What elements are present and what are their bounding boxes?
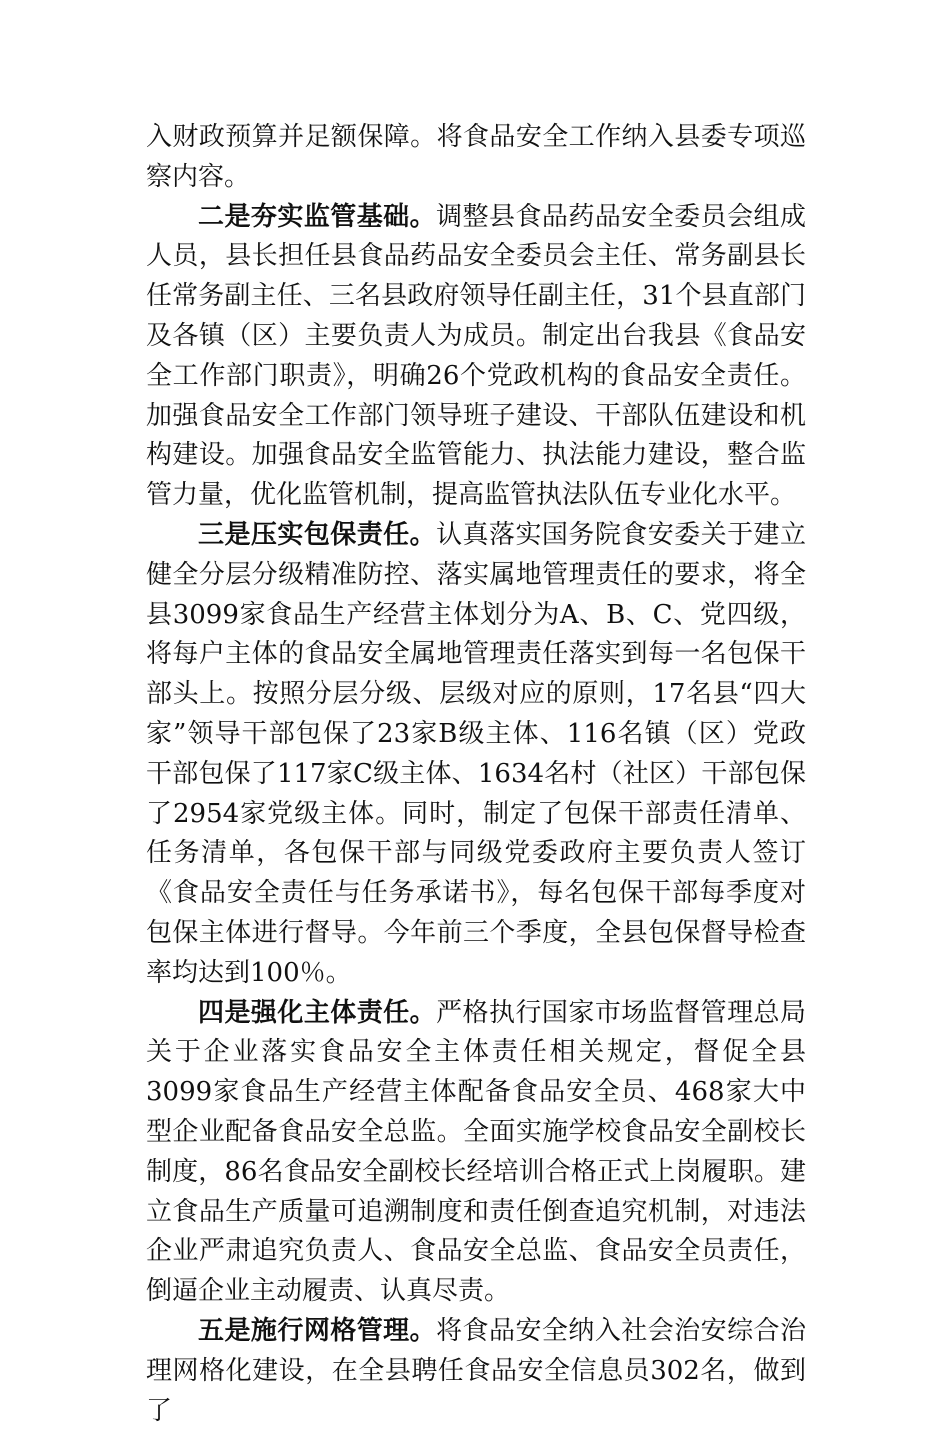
paragraph-lead: 四是强化主体责任。 [198, 997, 437, 1028]
paragraph-lead: 二是夯实监管基础。 [198, 201, 437, 232]
paragraph-lead: 三是压实包保责任。 [198, 519, 437, 550]
paragraph-text: 将食品安全纳入社会治安综合治理网格化建设，在全县聘任食品安全信息员302名，做到了 [146, 1315, 806, 1426]
paragraph-lead: 五是施行网格管理。 [198, 1315, 437, 1346]
paragraph-guarantee-responsibility [146, 516, 806, 994]
paragraph-text: 调整县食品药品安全委员会组成人员，县长担任县食品药品安全委员会主任、常务副县长任常务副主任、三名县政府领导任副主任，31个县直部门及各镇（区）主要负责人为成员。制定出台我县《食品安全工作部门职责》，明确26个党政机构的食品安全责任。加强食品安全工作部门领导班子建设、干部队伍建设和机构建设。加强食品安全监管能力、执法能力建设，整合监管力量，优化监管机制，提高监管执法队伍专业化水平。 [146, 201, 806, 511]
paragraph-text: 严格执行国家市场监督管理总局关于企业落实食品安全主体责任相关规定，督促全县3099家食品生产经营主体配备食品安全员、468家大中型企业配备食品安全总监。全面实施学校食品安全副校长制度，86名食品安全副校长经培训合格正式上岗履职。建立食品生产质量可追溯制度和责任倒查追究机制，对违法企业严肃追究负责人、食品安全总监、食品安全员责任，倒逼企业主动履责、认真尽责。 [146, 997, 806, 1307]
document-page [146, 118, 806, 1431]
paragraph-text: 认真落实国务院食安委关于建立健全分层分级精准防控、落实属地管理责任的要求，将全县3099家食品生产经营主体划分为A、B、C、党四级，将每户主体的食品安全属地管理责任落实到每一名包保干部头上。按照分层分级、层级对应的原则，17名县“四大家”领导干部包保了23家B级主体、116名镇（区）党政干部包保了117家C级主体、1634名村（社区）干部包保了2954家党级主体。同时，制定了包保干部责任清单、任务清单，各包保干部与同级党委政府主要负责人签订《食品安全责任与任务承诺书》，每名包保干部每季度对包保主体进行督导。今年前三个季度，全县包保督导检查率均达到100％。 [146, 519, 806, 988]
paragraph-intro [146, 118, 806, 198]
paragraph-supervision-foundation [146, 198, 806, 516]
paragraph-grid-management [146, 1312, 806, 1431]
paragraph-text: 入财政预算并足额保障。将食品安全工作纳入县委专项巡察内容。 [146, 122, 806, 192]
paragraph-main-responsibility [146, 994, 806, 1312]
